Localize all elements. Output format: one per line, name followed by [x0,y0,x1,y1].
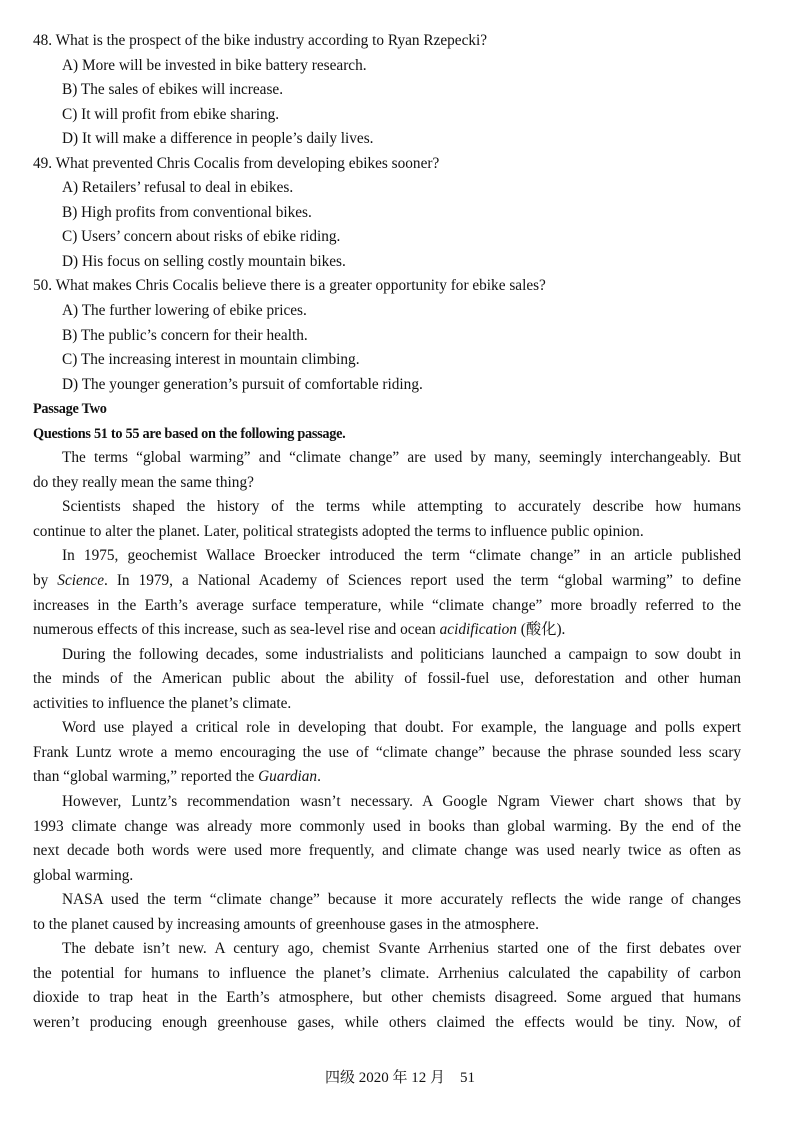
paragraph [33,446,741,495]
paragraph-line: The terms “global warming” and “climate change” are used by many, seemingly interchangeably. But [62,449,741,467]
answer-option: D) It will make a difference in people’s daily lives. [62,130,374,148]
paragraph-line: increases in the Earth’s average surface temperature, while “climate change” more broadly referred to the [33,596,741,614]
passage-body [33,446,741,1035]
paragraph-line: the potential for humans to influence the planet’s climate. Arrhenius calculated the capability of carbon [33,964,741,982]
page-footer: 四级 2020 年 12 月 51 [324,1070,475,1086]
question-list [33,29,741,397]
italic-term: Guardian [258,768,318,786]
question-stem: 49. What prevented Chris Cocalis from developing ebikes sooner? [33,154,440,172]
passage-instruction: Questions 51 to 55 are based on the following passage. [33,425,346,442]
answer-option: D) The younger generation’s pursuit of comfortable riding. [62,375,423,393]
answer-option: A) Retailers’ refusal to deal in ebikes. [62,179,294,197]
question-block [33,152,741,275]
paragraph-line: However, Luntz’s recommendation wasn’t necessary. A Google Ngram Viewer chart shows that by [62,792,741,810]
paragraph-line: to the planet caused by increasing amounts of greenhouse gases in the atmosphere. [33,915,539,933]
paragraph-line: next decade both words were used more frequently, and climate change was used nearly twice as often as [33,842,741,860]
paragraph-line: than “global warming,” reported the Guardian. [33,768,321,786]
paragraph-line: Frank Luntz wrote a memo encouraging the use of “climate change” because the phrase sounded less scary [33,743,741,761]
paragraph-line: NASA used the term “climate change” because it more accurately reflects the wide range of changes [62,891,741,909]
question-block [33,274,741,397]
question-stem: 48. What is the prospect of the bike industry according to Ryan Rzepecki? [33,32,488,49]
paragraph [33,544,741,642]
answer-option: C) The increasing interest in mountain climbing. [62,351,360,369]
paragraph-line: the minds of the American public about the ability of fossil-fuel use, deforestation and other human [33,670,741,688]
paragraph [33,495,741,544]
italic-term: acidification [439,621,517,639]
paragraph [33,716,741,790]
answer-option: A) More will be invested in bike battery research. [62,56,367,74]
paragraph-line: 1993 climate change was already more commonly used in books than global warming. By the end of the [33,817,741,835]
question-stem: 50. What makes Chris Cocalis believe there is a greater opportunity for ebike sales? [33,277,546,295]
answer-option: B) High profits from conventional bikes. [62,203,312,221]
answer-option: C) It will profit from ebike sharing. [62,105,280,123]
paragraph-line: Scientists shaped the history of the terms while attempting to accurately describe how humans [62,498,741,516]
paragraph-line: Word use played a critical role in developing that doubt. For example, the language and polls expert [62,719,741,737]
paragraph-line: weren’t producing enough greenhouse gases, while others claimed the effects would be tiny. Now, of [33,1013,741,1031]
italic-term: Science [57,572,105,590]
paragraph [33,643,741,717]
paragraph-line: In 1975, geochemist Wallace Broecker introduced the term “climate change” in an article published [62,547,741,565]
paragraph-line: numerous effects of this increase, such as sea-level rise and ocean acidification (酸化). [33,621,566,639]
exam-page [33,29,741,1035]
paragraph-line: do they really mean the same thing? [33,473,254,491]
paragraph-line: The debate isn’t new. A century ago, chemist Svante Arrhenius started one of the first debates over [62,940,741,958]
answer-option: B) The sales of ebikes will increase. [62,81,284,99]
answer-option: C) Users’ concern about risks of ebike riding. [62,228,341,246]
paragraph [33,790,741,888]
paragraph-line: dioxide to trap heat in the Earth’s atmosphere, but other chemists disagreed. Some argued that humans [33,989,741,1007]
paragraph-line: continue to alter the planet. Later, political strategists adopted the terms to influence public opinion. [33,522,644,540]
paragraph [33,937,741,1035]
passage-title: Passage Two [33,401,107,418]
paragraph-line: activities to influence the planet’s climate. [33,694,292,712]
paragraph-line: global warming. [33,866,134,884]
paragraph-line: During the following decades, some industrialists and politicians launched a campaign to sow doubt in [62,645,741,663]
paragraph [33,888,741,937]
answer-option: A) The further lowering of ebike prices. [62,302,307,320]
answer-option: B) The public’s concern for their health. [62,326,308,344]
paragraph-line: by Science. In 1979, a National Academy of Sciences report used the term “global warming” to define [33,572,741,590]
answer-option: D) His focus on selling costly mountain bikes. [62,252,346,270]
question-block [33,29,741,152]
